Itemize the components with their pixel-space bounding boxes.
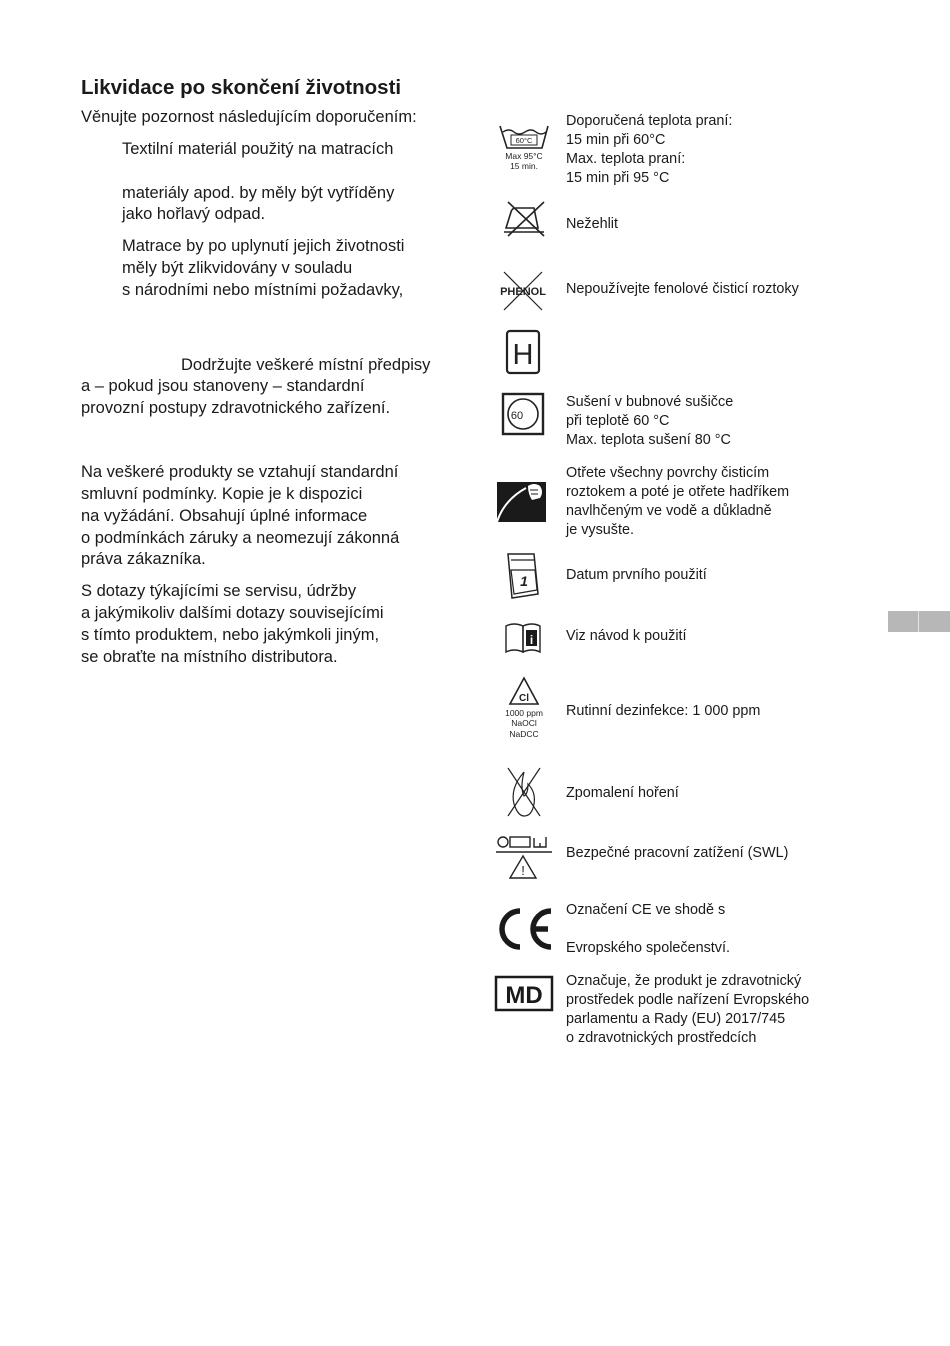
page-edge-tab — [888, 611, 950, 632]
phenol-description — [566, 280, 799, 299]
phenol-label: PHENOL — [500, 286, 546, 298]
dry-temp-label: 60 — [510, 410, 524, 422]
paragraph-line: Dodržujte veškeré místní předpisy — [181, 356, 431, 374]
info-label: i — [529, 633, 534, 647]
paragraph-line: jako hořlavý odpad. — [122, 205, 266, 223]
do-not-iron-icon — [494, 200, 554, 264]
paragraph-line: s tímto produktem, nebo jakýmkoli jiným, — [81, 626, 380, 644]
calendar-day-label: 1 — [520, 573, 528, 589]
md-mark-icon — [494, 975, 554, 1039]
instructions-description — [566, 627, 687, 646]
no-phenol-icon — [494, 268, 554, 332]
ce-mark-icon — [494, 904, 554, 968]
paragraph-line: Matrace by po uplynutí jejich životnosti — [122, 237, 405, 255]
wipe-surface-icon — [494, 478, 554, 542]
wash-max-label: Max 95°C — [505, 151, 543, 161]
desc-line: navlhčeným ve vodě a důkladně — [566, 503, 772, 519]
desc-line: Doporučená teplota praní: — [566, 113, 733, 129]
warning-mark: ! — [521, 863, 525, 878]
chlorine-disinfection-icon — [494, 674, 554, 738]
paragraph-line: smluvní podmínky. Kopie je k dispozici — [81, 485, 363, 503]
desc-line: Rutinní dezinfekce: 1 000 ppm — [566, 703, 761, 719]
paragraph-line: a – pokud jsou stanoveny – standardní — [81, 377, 365, 395]
desc-line: Zpomalení hoření — [566, 785, 679, 801]
desc-line: Evropského společenství. — [566, 940, 730, 956]
iron-description — [566, 215, 618, 234]
swl-description — [566, 844, 788, 863]
desc-line: Bezpečné pracovní zatížení (SWL) — [566, 845, 789, 861]
desc-line: o zdravotnických prostředcích — [566, 1030, 757, 1046]
wash-description — [566, 112, 732, 188]
calendar-description — [566, 566, 707, 585]
desc-line: Nepoužívejte fenolové čisticí roztoky — [566, 281, 799, 297]
flame-retardant-icon — [494, 764, 554, 828]
wipe-description — [566, 464, 789, 540]
ppm-label: 1000 ppm — [505, 708, 543, 718]
intro-text: Věnujte pozornost následujícím doporučením: — [81, 108, 417, 126]
paragraph-line: Na veškeré produkty se vztahují standardní — [81, 463, 399, 481]
md-label: MD — [505, 982, 543, 1009]
wash-time-label: 15 min. — [510, 161, 538, 171]
instructions-book-icon — [494, 618, 554, 682]
desc-line: Max. teplota sušení 80 °C — [566, 432, 731, 448]
desc-line: Otřete všechny povrchy čisticím — [566, 465, 770, 481]
desc-line — [566, 920, 730, 939]
flame-description — [566, 784, 679, 803]
wash-tub-60-icon — [494, 118, 554, 182]
chlorine-description — [566, 702, 760, 721]
desc-line: při teplotě 60 °C — [566, 413, 670, 429]
nadcc-label: NaDCC — [509, 729, 539, 739]
paragraph-line: provozní postupy zdravotnického zařízení. — [81, 399, 391, 417]
paragraph-line: S dotazy týkajícími se servisu, údržby — [81, 582, 357, 600]
desc-line: prostředek podle nařízení Evropského — [566, 992, 810, 1008]
cl-label: Cl — [519, 693, 529, 704]
desc-line: roztokem a poté je otřete hadříkem — [566, 484, 790, 500]
hydraulic-h-icon — [494, 328, 554, 392]
safe-working-load-icon — [494, 834, 554, 898]
desc-line: 15 min při 95 °C — [566, 170, 670, 186]
paragraph-line: s národními nebo místními požadavky, — [122, 281, 404, 299]
calendar-first-use-icon — [494, 550, 554, 614]
paragraph-line: Textilní materiál použitý na matracích — [122, 140, 394, 158]
desc-line: Max. teplota praní: — [566, 151, 686, 167]
desc-line: Nežehlit — [566, 216, 618, 232]
desc-line: Sušení v bubnové sušičce — [566, 394, 734, 410]
dry-description — [566, 393, 733, 450]
paragraph-line: se obraťte na místního distributora. — [81, 648, 338, 666]
desc-line: Označuje, že produkt je zdravotnický — [566, 973, 802, 989]
paragraph-line: práva zákazníka. — [81, 550, 206, 568]
desc-line: parlamentu a Rady (EU) 2017/745 — [566, 1011, 786, 1027]
desc-line: Datum prvního použití — [566, 567, 707, 583]
paragraph-line: materiály apod. by měly být vytříděny — [122, 184, 395, 202]
md-description — [566, 972, 809, 1048]
paragraph-line: měly být zlikvidovány v souladu — [122, 259, 353, 277]
desc-line: 15 min při 60°C — [566, 132, 666, 148]
desc-line: Označení CE ve shodě s — [566, 902, 726, 918]
h-label: H — [512, 339, 534, 371]
paragraph-line: o podmínkách záruky a neomezují zákonná — [81, 529, 400, 547]
desc-line: Viz návod k použití — [566, 628, 687, 644]
tumble-dry-60-icon — [494, 392, 554, 456]
ce-description — [566, 901, 730, 958]
paragraph-line: na vyžádání. Obsahují úplné informace — [81, 507, 368, 525]
section-heading: Likvidace po skončení životnosti — [81, 76, 402, 99]
paragraph-line: a jakýmikoliv dalšími dotazy souvisejícími — [81, 604, 384, 622]
wash-temp-label: 60°C — [515, 136, 533, 145]
desc-line: je vysušte. — [566, 522, 634, 538]
naocl-label: NaOCl — [511, 718, 537, 728]
